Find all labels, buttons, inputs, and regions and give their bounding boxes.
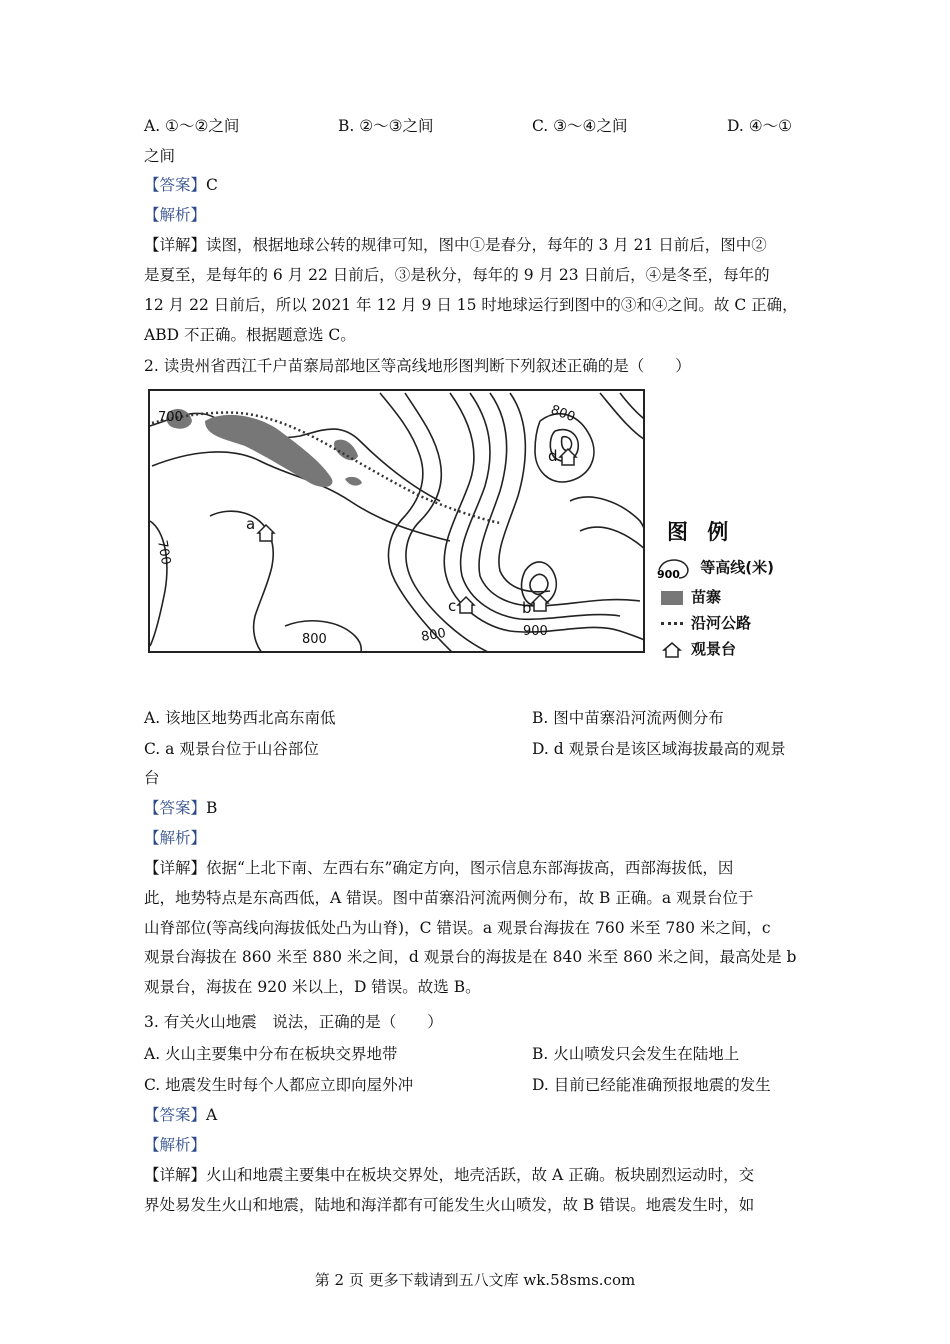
point-label-b: b <box>522 599 532 617</box>
q3-answer <box>144 1105 217 1125</box>
contour-line <box>580 527 645 551</box>
viewpoint-a-icon <box>258 525 274 541</box>
viewpoint-b-icon <box>532 595 548 611</box>
legend-label-village: 苗寨 <box>691 588 722 606</box>
point-label-c: c <box>448 597 457 615</box>
viewpoint-c-icon <box>458 597 474 613</box>
contour-map-svg <box>150 391 645 653</box>
q2-stem: 2. 读贵州省西江千户苗寨局部地区等高线地形图判断下列叙述正确的是（ ） <box>144 357 691 375</box>
q1-option-a: A. ①～②之间 <box>144 117 240 135</box>
q2-option-d-wrap: 台 <box>144 769 160 787</box>
q2-option-a: A. 该地区地势西北高东南低 <box>144 709 336 727</box>
legend-title: 图 例 <box>667 520 735 544</box>
answer-value: C <box>206 176 218 194</box>
point-label-d: d <box>548 447 558 465</box>
contour-line <box>570 497 645 541</box>
q2-detail-line-3: 山脊部位(等高线向海拔低处凸为山脊)，C 错误。a 观景台海拔在 760 米至 780 米之间，c <box>144 919 771 937</box>
village-swatch-icon <box>661 591 683 605</box>
q2-detail-line-5: 观景台，海拔在 920 米以上，D 错误。故选 B。 <box>144 978 481 996</box>
q2-option-d: D. d 观景台是该区域海拔最高的观景 <box>532 740 786 758</box>
contour-label-700-north: 700 <box>158 410 183 425</box>
contour-line <box>620 393 645 421</box>
detail-text: 火山和地震主要集中在板块交界处，地壳活跃，故 A 正确。板块剧烈运动时，交 <box>206 1166 755 1184</box>
legend-row-village <box>657 586 721 607</box>
answer-tag: 【答案】 <box>144 799 207 817</box>
q2-option-b: B. 图中苗寨沿河流两侧分布 <box>532 709 724 727</box>
contour-label-800-southwest: 800 <box>302 632 327 647</box>
q1-answer <box>144 175 218 195</box>
legend-label-contour: 等高线(米) <box>700 558 774 577</box>
q3-stem: 3. 有关火山地震 说法，正确的是（ ） <box>144 1013 443 1031</box>
q2-detail-line-4: 观景台海拔在 860 米至 880 米之间，d 观景台的海拔是在 840 米至 860 米之间，最高处是 b <box>144 948 797 966</box>
legend-label-road: 沿河公路 <box>691 614 752 632</box>
q2-analysis-tag: 【解析】 <box>144 829 207 847</box>
q3-option-d: D. 目前已经能准确预报地震的发生 <box>532 1076 771 1094</box>
map-legend <box>657 516 807 666</box>
contour-line <box>600 393 645 441</box>
viewpoint-d-icon <box>560 449 576 465</box>
miao-village <box>334 440 358 461</box>
q1-detail-line-2: 是夏至，是每年的 6 月 22 日前后，③是秋分，每年的 9 月 23 日前后，④是冬至，每年的 <box>144 266 770 284</box>
answer-tag: 【答案】 <box>144 1106 207 1124</box>
answer-tag: 【答案】 <box>144 176 207 194</box>
q1-option-d-wrap: 之间 <box>144 147 176 165</box>
q3-detail-line-1 <box>144 1165 754 1185</box>
q1-option-d: D. ④～① <box>727 117 793 135</box>
q1-option-b: B. ②～③之间 <box>338 117 434 135</box>
answer-value: A <box>206 1106 218 1124</box>
miao-village <box>345 477 362 486</box>
q1-option-c: C. ③～④之间 <box>532 117 628 135</box>
detail-text: 读图，根据地球公转的规律可知，图中①是春分，每年的 3 月 21 日前后，图中② <box>206 236 767 254</box>
q3-option-a: A. 火山主要集中分布在板块交界地带 <box>144 1045 398 1063</box>
svg-text:900: 900 <box>657 568 680 580</box>
detail-tag: 【详解】 <box>144 1166 207 1184</box>
answer-value: B <box>206 799 218 817</box>
legend-row-road <box>657 612 751 633</box>
detail-tag: 【详解】 <box>144 236 207 254</box>
q1-detail-line-4: ABD 不正确。根据题意选 C。 <box>144 326 356 344</box>
contour-line <box>562 437 572 451</box>
q2-option-c: C. a 观景台位于山谷部位 <box>144 740 319 758</box>
point-label-a: a <box>246 515 256 533</box>
q3-option-c: C. 地震发生时每个人都应立即向屋外冲 <box>144 1076 414 1094</box>
viewpoint-icon <box>661 641 683 659</box>
q1-detail-line-1 <box>144 235 767 255</box>
q3-option-b: B. 火山喷发只会发生在陆地上 <box>532 1045 740 1063</box>
q2-answer <box>144 798 217 818</box>
q1-analysis-tag: 【解析】 <box>144 206 207 224</box>
q3-detail-line-2: 界处易发生火山和地震，陆地和海洋都有可能发生火山喷发，故 B 错误。地震发生时，如 <box>144 1196 755 1214</box>
contour-line <box>479 393 640 606</box>
contour-label-900: 900 <box>523 624 548 639</box>
road-dotted-icon <box>661 622 683 625</box>
contour-sample-icon <box>657 556 695 580</box>
contour-line <box>535 414 594 482</box>
contour-label-700-west: 700 <box>154 539 174 567</box>
detail-text: 依据“上北下南、左西右东”确定方向，图示信息东部海拔高，西部海拔低，因 <box>206 859 734 877</box>
q1-detail-line-3: 12 月 22 日前后，所以 2021 年 12 月 9 日 15 时地球运行到图中的③和④之间。故 C 正确， <box>144 296 798 314</box>
legend-row-contour <box>657 556 774 580</box>
q2-detail-line-2: 此，地势特点是东高西低，A 错误。图中苗寨沿河流两侧分布，故 B 正确。a 观景台位于 <box>144 889 754 907</box>
detail-tag: 【详解】 <box>144 859 207 877</box>
contour-label-800-south: 800 <box>420 625 448 645</box>
contour-map <box>148 389 645 653</box>
page-footer: 第 2 页 更多下载请到五八文库 wk.58sms.com <box>314 1271 636 1289</box>
legend-row-viewpoint <box>657 638 736 659</box>
contour-label-800-northeast: 800 <box>548 402 578 426</box>
miao-village <box>205 415 332 487</box>
q3-analysis-tag: 【解析】 <box>144 1136 207 1154</box>
legend-label-viewpoint: 观景台 <box>691 640 737 658</box>
q2-detail-line-1 <box>144 858 733 878</box>
